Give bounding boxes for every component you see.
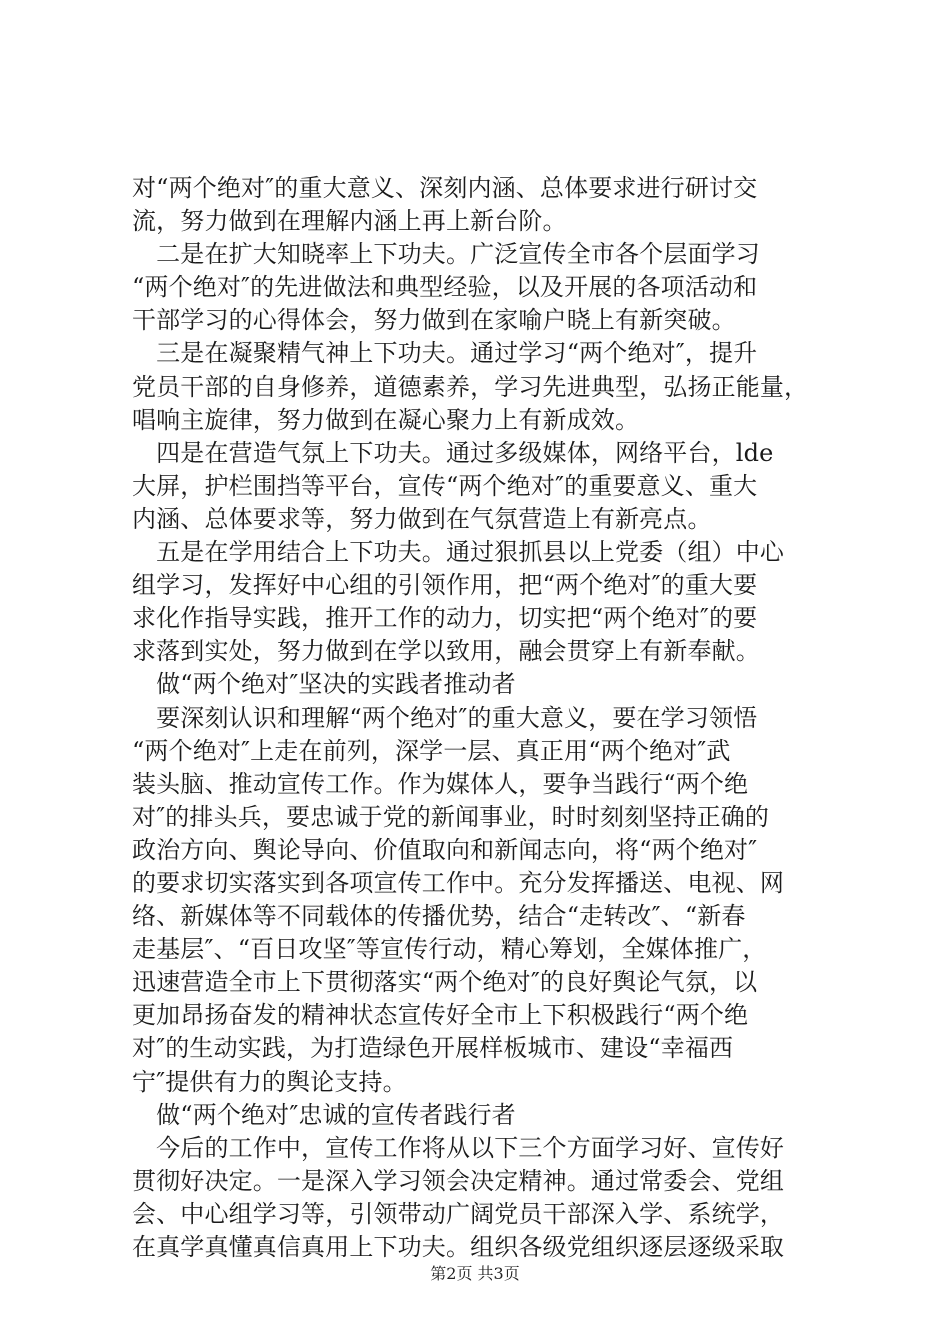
text-line: 贯彻好决定。一是深入学习领会决定精神。通过常委会、党组 <box>132 1166 785 1195</box>
text-line: 三是在凝聚精气神上下功夫。通过学习“两个绝对″，提升 <box>132 339 758 368</box>
body-text <box>132 172 832 1264</box>
text-line: 五是在学用结合上下功夫。通过狠抓县以上党委（组）中心 <box>132 538 785 567</box>
text-line: 走基层″、“百日攻坚″等宣传行动，精心筹划，全媒体推广， <box>132 935 767 964</box>
text-line: 政治方向、舆论导向、价值取向和新闻志向，将“两个绝对″ <box>132 835 758 864</box>
text-line: 宁″提供有力的舆论支持。 <box>132 1067 407 1096</box>
text-line: 装头脑、推动宣传工作。作为媒体人，要争当践行“两个绝 <box>132 769 749 798</box>
text-line: 对″的排头兵，要忠诚于党的新闻事业，时时刻刻坚持正确的 <box>132 802 770 831</box>
text-line: 二是在扩大知晓率上下功夫。广泛宣传全市各个层面学习 <box>132 240 760 269</box>
text-line: 党员干部的自身修养，道德素养，学习先进典型，弘扬正能量， <box>132 372 809 401</box>
section-heading: 做“两个绝对″忠诚的宣传者践行者 <box>132 1100 516 1129</box>
text-line: 络、新媒体等不同载体的传播优势，结合“走转改″、“新春 <box>132 902 746 931</box>
text-line: 更加昂扬奋发的精神状态宣传好全市上下积极践行“两个绝 <box>132 1001 749 1030</box>
text-line: 大屏，护栏围挡等平台，宣传“两个绝对″的重要意义、重大 <box>132 471 758 500</box>
text-line: 内涵、总体要求等，努力做到在气氛营造上有新亮点。 <box>132 504 712 533</box>
text-line: 干部学习的心得体会，努力做到在家喻户晓上有新突破。 <box>132 306 736 335</box>
text-line: 求落到实处，努力做到在学以致用，融会贯穿上有新奉献。 <box>132 637 760 666</box>
text-line: 四是在营造气氛上下功夫。通过多级媒体，网络平台，lde <box>132 438 774 467</box>
section-heading: 做“两个绝对″坚决的实践者推动者 <box>132 670 516 699</box>
text-line: 迅速营造全市上下贯彻落实“两个绝对″的良好舆论气氛，以 <box>132 968 758 997</box>
text-line: 要深刻认识和理解“两个绝对″的重大意义，要在学习领悟 <box>132 703 758 732</box>
text-line: 今后的工作中，宣传工作将从以下三个方面学习好、宣传好 <box>132 1133 785 1162</box>
text-line: “两个绝对″上走在前列，深学一层、真正用“两个绝对″武 <box>132 736 731 765</box>
text-line: 求化作指导实践，推开工作的动力，切实把“两个绝对″的要 <box>132 604 758 633</box>
text-line: 对“两个绝对″的重大意义、深刻内涵、总体要求进行研讨交 <box>132 174 758 202</box>
text-line: 组学习，发挥好中心组的引领作用，把“两个绝对″的重大要 <box>132 571 758 600</box>
text-line: “两个绝对″的先进做法和典型经验，以及开展的各项活动和 <box>132 273 758 302</box>
text-line: 会、中心组学习等，引领带动广阔党员干部深入学、系统学， <box>132 1199 785 1228</box>
page-number-footer: 第2页 共3页 <box>430 1264 520 1283</box>
text-line: 流，努力做到在理解内涵上再上新台阶。 <box>132 207 567 236</box>
text-line: 在真学真懂真信真用上下功夫。组织各级党组织逐层逐级采取 <box>132 1233 785 1261</box>
text-line: 唱响主旋律，努力做到在凝心聚力上有新成效。 <box>132 405 640 434</box>
text-line: 对″的生动实践，为打造绿色开展样板城市、建设“幸福西 <box>132 1034 734 1063</box>
text-line: 的要求切实落实到各项宣传工作中。充分发挥播送、电视、网 <box>132 868 785 897</box>
